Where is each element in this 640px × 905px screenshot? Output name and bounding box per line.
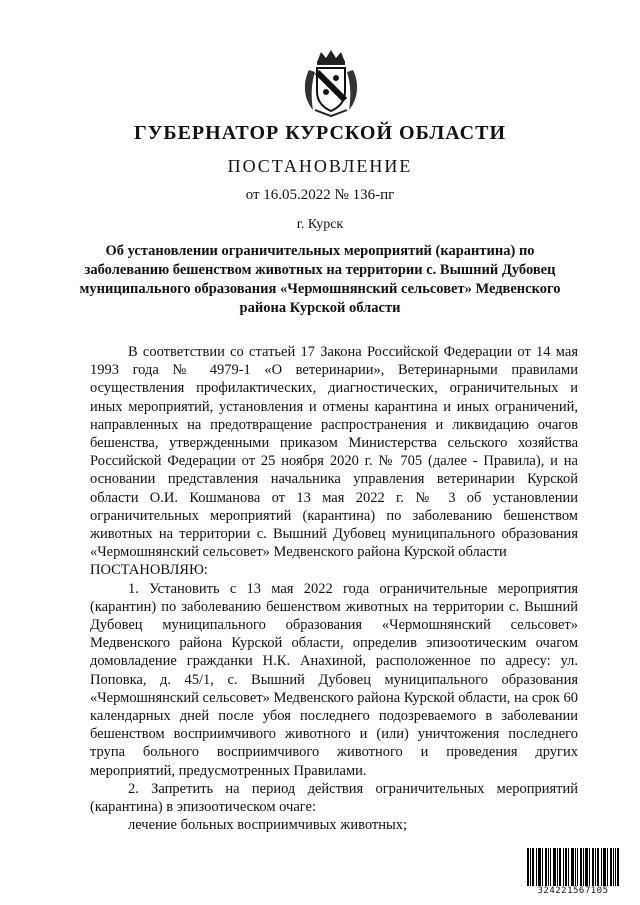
document-body [90,343,578,834]
document-title: Об установлении ограничительных мероприятий (карантина) по заболеванию бешенством животных на территории с. Вышний Дубовец муниципального образования «Чермошнянский сельсовет» Медвенского района Курской области [79,243,561,316]
item-1-paragraph: 1. Установить с 13 мая 2022 года ограничительные мероприятия (карантин) по заболеванию бешенством животных на территории с. Вышний Дубовец муниципального образования «Чермошнянский сельсовет» Медвенского района Курской области, определив эпизоотическим очагом домовладение гражданки Н.К. Анахиной, расположенное по адресу: ул. Поповка, д. 45/1, с. Вышний Дубовец муниципального образования «Чермошнянский сельсовет» Медвенского района Курской области, на срок 60 календарных дней после убоя последнего подозреваемого в заболевании бешенством восприимчивого животного и (или) уничтожения последнего трупа больного восприимчивого животного и проведения других мероприятий, предусмотренных Правилами. [90,580,578,779]
document-type: ПОСТАНОВЛЕНИЕ [227,156,413,176]
resolve-heading: ПОСТАНОВЛЯЮ: [90,562,208,579]
barcode-number: 324221567105 [537,886,609,896]
item-2-subitem: лечение больных восприимчивых животных; [128,817,407,834]
barcode [527,848,619,898]
item-2-paragraph: 2. Запретить на период действия ограничительных мероприятий (карантина) в эпизоотическом очаге: [90,780,578,816]
issuing-authority: ГУБЕРНАТОР КУРСКОЙ ОБЛАСТИ [133,122,507,144]
document-number: от 16.05.2022 № 136-пг [245,187,395,203]
preamble-paragraph: В соответствии со статьей 17 Закона Российской Федерации от 14 мая 1993 года № 4979-1 «О ветеринарии», Ветеринарными правилами осуществления профилактических, диагностических, ограничительных и иных мероприятий, установления и отмены карантина и иных ограничений, направленных на предотвращение распространения и ликвидацию очагов бешенства, утвержденными приказом Министерства сельского хозяйства Российской Федерации от 25 ноября 2020 г. № 705 (далее - Правила), и на основании представления начальника управления ветеринарии Курской области О.И. Кошманова от 13 мая 2022 г. № 3 об установлении ограничительных мероприятий (карантина) по заболеванию бешенством животных на территории с. Вышний Дубовец муниципального образования «Чермошнянский сельсовет» Медвенского района Курской области [90,344,578,561]
document-place: г. Курск [296,217,344,232]
barcode-bars [527,848,619,886]
coat-of-arms-icon [301,48,361,118]
